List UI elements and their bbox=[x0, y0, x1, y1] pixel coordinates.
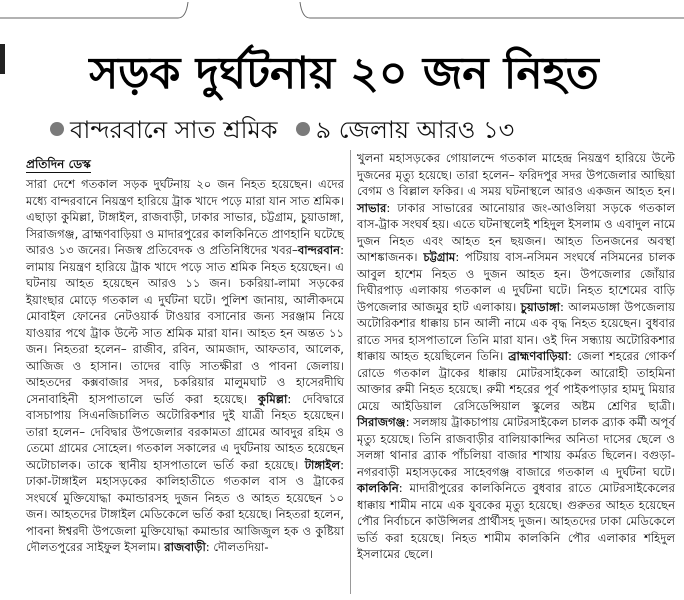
place-rajbari: রাজবাড়ী bbox=[164, 540, 206, 554]
place-savar: সাভার bbox=[357, 200, 387, 215]
text-chuadanga: : আলমডাঙ্গা উপজেলায় অটোরিকশার ধাক্কায় চান আলী নামে এক বৃদ্ধ নিহত হয়েছেন। বুধবার রাতে সদর হাসপাতালে তিনি মারা যান। ওই দিন সন্ধ্যায় অটোরিকশার ধাক্কায় আহত হয়েছিলেন তিনি। bbox=[357, 299, 675, 363]
text-brahmanbaria: : জেলা শহরের গোকর্ণ রোডে গতকাল ট্রাকের ধাক্কায় মোটরসাইকেল আরোহী তাহমিনা আক্তার রুমী নিহত হয়েছে। রুমী শহরের পূর্ব পাইকপাড়ার হামদু মিয়ার মেয়ে আইডিয়াল রেসিডেন্সিয়াল স্কুলের অষ্টম শ্রেণির ছাত্রী। bbox=[357, 349, 675, 413]
place-bandarban: বান্দরবান bbox=[297, 243, 341, 257]
place-cumilla: কুমিল্লা bbox=[257, 391, 288, 406]
article-column-right bbox=[357, 150, 675, 563]
top-rule-ornament bbox=[0, 0, 684, 20]
text-rajbari-cont: খুলনা মহাসড়কের গোয়ালন্দে গতকাল মাহেন্দ্র নিয়ন্ত্রণ হারিয়ে উল্টে দুজনের মৃত্যু হয়েছে। তারা হলেন– ফরিদপুর সদর উপজেলার আছিয়া বেগম ও বিল্লাল ফকির। এ সময় ঘটনাস্থলে আরও একজন আহত হন। bbox=[357, 151, 675, 198]
dateline: প্রতিদিন ডেস্ক bbox=[26, 157, 91, 171]
text-tangail: : ঢাকা-টাঙ্গাইল মহাসড়কের কালিহাতীতে গতকাল বাস ও ট্রাকের সংঘর্ষে মুক্তিযোদ্ধা কমান্ডারসহ দুজন নিহত ও আহত হয়েছেন ১০ জন। আহতদের টাঙ্গাইল মেডিকেলে ভর্তি করা হয়েছে। নিহতরা হলেন, পাবনা ঈশ্বরদী উপজেলা মুক্তিযোদ্ধা কমান্ডার আজিজুল হক ও কুষ্টিয়া দৌলতপুরের সাইফুল ইসলাম। bbox=[26, 457, 344, 554]
article-column-left bbox=[26, 176, 344, 556]
bullet-icon bbox=[296, 122, 310, 136]
place-tangail: টাঙ্গাইল bbox=[304, 457, 341, 472]
text-bandarban: : লামায় নিয়ন্ত্রণ হারিয়ে ট্রাক খাদে পড়ে সাত শ্রমিক নিহত হয়েছেন। এ ঘটনায় আহত হয়েছেন আরও ১১ জন। চকরিয়া-লামা সড়কের ইয়াংছার মোড়ে গতকাল এ দুর্ঘটনা ঘটে। পুলিশ জানায়, আলীকদমে মোবাইল ফোনের নেটওয়ার্ক টাওয়ার বসানোর জন্য সরঞ্জাম নিয়ে যাওয়ার পথে ট্রাক উল্টে সাত শ্রমিক মারা যান। আহত হন অন্তত ১১ জন। নিহতরা হলেন– রাজীব, রবিন, আমজাদ, আফতাব, আলেক, আজিজ ও হাসান। তাদের বাড়ি সাতক্ষীরা ও পাবনা জেলায়। আহতদের কক্সবাজার সদর, চকরিয়ার মালুমঘাট ও হাসেরদীঘি সেনাবাহিনী হাসপাতালে ভর্তি করা হয়েছে। bbox=[26, 243, 344, 406]
subheadline-part1: বান্দরবানে সাত শ্রমিক bbox=[70, 116, 278, 144]
place-chuadanga: চুয়াডাঙ্গা bbox=[520, 299, 561, 314]
place-kalkini: কালকিনি bbox=[357, 481, 399, 495]
subheadline-part2: ৯ জেলায় আরও ১৩ bbox=[315, 116, 515, 144]
text-chattogram: : পটিয়ায় বাস-নসিমন সংঘর্ষে নসিমনের চালক আবুল হাশেম নিহত ও দুজন আহত হন। উপজেলার জোঁয়ার দিঘীরপাড় এলাকায় গতকাল এ দুর্ঘটনা ঘটে। নিহত হাশেমের বাড়ি উপজেলার আজমুর হাট এলাকায়। bbox=[357, 250, 676, 314]
article-body-right bbox=[357, 150, 675, 563]
place-chattogram: চট্টগ্রাম bbox=[423, 250, 456, 264]
text-intro: সারা দেশে গতকাল সড়ক দুর্ঘটনায় ২০ জন নিহত হয়েছেন। এদের মধ্যে বান্দরবানে নিয়ন্ত্রণ হারিয়ে ট্রাক খাদে পড়ে মারা যান সাত শ্রমিক। এছাড়া কুমিল্লা, টাঙ্গাইল, রাজবাড়ী, ঢাকার সাভার, চট্টগ্রাম, চুয়াডাঙ্গা, সিরাজগঞ্জ, ব্রাহ্মণবাড়িয়া ও মাদারপুরের কালকিনিতে প্রাণহানি ঘটেছে আরও ১৩ জনের। নিজস্ব প্রতিবেদক ও প্রতিনিধিদের খবর– bbox=[26, 177, 344, 257]
place-brahmanbaria: ব্রাহ্মণবাড়িয়া bbox=[508, 349, 568, 363]
article-body-left bbox=[26, 176, 344, 556]
column-divider bbox=[350, 150, 351, 594]
text-cumilla: : দেবিদ্বারে বাসচাপায় সিএনজিচালিত অটোরিকশার দুই যাত্রী নিহত হয়েছেন। তারা হলেন– দেবিদ্বার উপজেলার বরকামতা গ্রামের আবদুর রহিম ও তেমো গ্রামের সোহেল। গতকাল সকালের এ দুর্ঘটনায় আহত হয়েছেন অটোচালক। তাকে স্থানীয় হাসপাতালে ভর্তি করা হয়েছে। bbox=[26, 391, 345, 472]
text-savar: : ঢাকার সাভারের আনোয়ার জং-আওলিয়া সড়কে গতকাল বাস-ট্রাক সংঘর্ষ হয়। এতে ঘটনাস্থলেই শহিদুল ইসলাম ও এবাদুল নামে দুজন নিহত এবং আহত হন ছয়জন। আহত তিনজনের অবস্থা আশঙ্কাজনক। bbox=[357, 200, 675, 264]
text-rajbari: : দৌলতদিয়া- bbox=[205, 540, 269, 554]
subheadline bbox=[50, 114, 680, 146]
headline: সড়ক দুর্ঘটনায় ২০ জন নিহত bbox=[89, 48, 599, 99]
side-margin-mark bbox=[0, 44, 5, 74]
place-sirajganj: সিরাজগঞ্জ bbox=[357, 415, 406, 429]
text-kalkini: : মাদারীপুরের কালকিনিতে বুধবার রাতে মোটরসাইকেলের ধাক্কায় শামীম নামে এক যুবকের মৃত্যু হয়েছে। গুরুতর আহত হয়েছেন পৌর নির্বাচনে কাউন্সিলর প্রার্থীসহ দুজন। আহতদের ঢাকা মেডিকেলে ভর্তি করা হয়েছে। নিহত শামীম কালকিনি পৌর এলাকার শহিদুল ইসলামের ছেলে। bbox=[357, 481, 675, 561]
bullet-icon bbox=[50, 122, 64, 136]
text-sirajganj: : সলঙ্গায় ট্রাকচাপায় মোটরসাইকেল চালক ব্র্যাক কর্মী অপূর্ব মৃত্যু হয়েছে। তিনি রাজবাড়ীর বালিয়াকান্দির অনিতা দাসের ছেলে ও সলঙ্গা থানার ব্র্যাক পাঁচলিয়া বাজার শাখায় কর্মরত ছিলেন। বগুড়া-নগরবাড়ী মহাসড়কের সাহেবগঞ্জ বাজারে গতকাল এ দুর্ঘটনা ঘটে। bbox=[357, 415, 675, 479]
